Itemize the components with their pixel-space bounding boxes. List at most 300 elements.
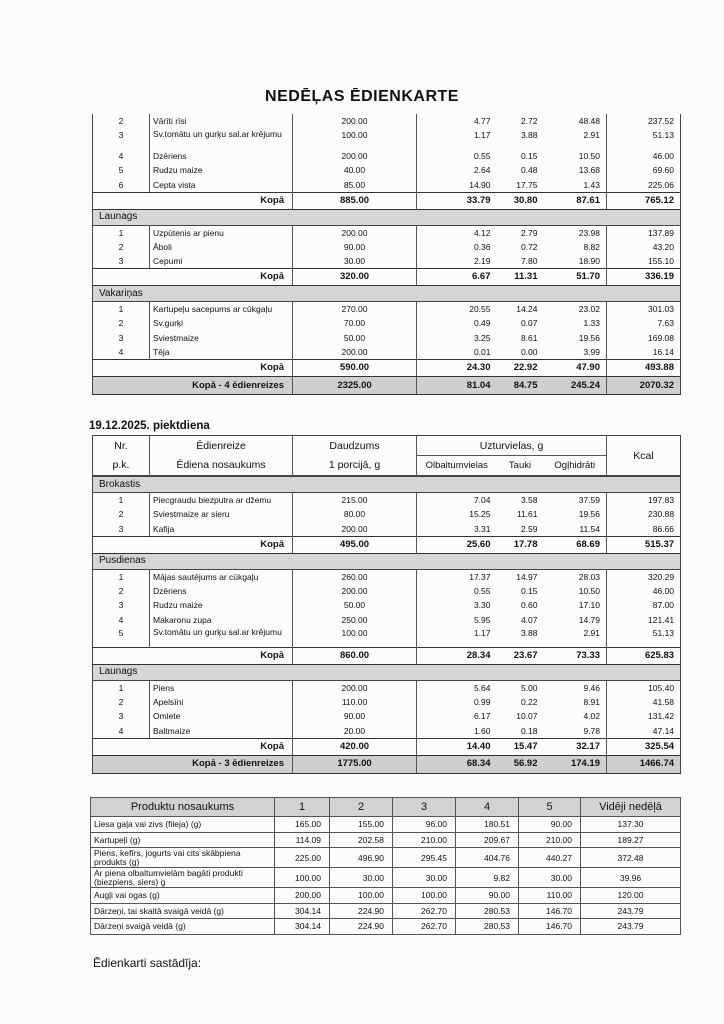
dish-carbs: 9.46 (583, 682, 600, 693)
dish-kcal: 7.63 (607, 316, 681, 331)
table-row (93, 225, 681, 240)
product-weekly-average: 243.79 (581, 919, 681, 935)
dish-fat: 14.24 (516, 304, 538, 314)
total-kcal: 1466.74 (607, 755, 681, 773)
total-kcal: 493.88 (607, 360, 681, 377)
dish-protein: 1.17 (417, 129, 497, 149)
row-number: 3 (118, 523, 124, 534)
product-weekly-average: 39.96 (581, 868, 681, 888)
table-row (93, 316, 681, 331)
product-day-value: 224.90 (330, 903, 393, 919)
meal-header-row (93, 553, 681, 569)
dish-name: Omlete (150, 709, 293, 724)
product-row (91, 903, 681, 919)
table-row (93, 695, 681, 710)
row-number: 2 (118, 318, 124, 329)
product-day-value: 200.00 (275, 888, 330, 904)
dish-carbs: 3.99 (583, 347, 600, 357)
total-kcal: 2070.32 (607, 377, 681, 395)
total-label: Kopā (93, 536, 293, 553)
total-row (93, 647, 681, 664)
table-row (93, 240, 681, 255)
product-day-value: 155.00 (330, 817, 393, 833)
product-name: Ar piena olbaltumvielām bagāti produkti (biezpiens, siers) g (91, 868, 275, 888)
total-quantity: 2325.00 (293, 377, 417, 395)
dish-kcal: 69.60 (607, 163, 681, 178)
products-header-cell: Produktu nosaukums (91, 798, 275, 817)
dish-fat: 4.07 (520, 614, 538, 625)
dish-name: Makaronu zupa (150, 613, 293, 628)
meal-label: Pusdienas (93, 553, 681, 569)
products-header-cell: 5 (519, 798, 581, 817)
row-number: 3 (118, 129, 124, 140)
dish-name: Sv.tomātu un gurķu sal.ar krējumu (150, 129, 293, 149)
dish-quantity: 90.00 (293, 240, 417, 255)
product-day-value: 30.00 (330, 868, 393, 888)
products-header-cell: 4 (456, 798, 519, 817)
product-day-value: 146.70 (519, 919, 581, 935)
dish-kcal: 16.14 (607, 345, 681, 360)
dish-kcal: 51.13 (607, 129, 681, 149)
total-kcal: 765.12 (607, 192, 681, 209)
total-kcal: 515.37 (607, 536, 681, 553)
dish-protein: 5.95 (417, 613, 497, 628)
total-quantity: 885.00 (293, 192, 417, 209)
product-name: Kartupeļi (g) (91, 832, 275, 848)
product-day-value: 90.00 (456, 888, 519, 904)
dish-protein: 0.99 (417, 695, 497, 710)
dish-quantity: 40.00 (293, 163, 417, 178)
dish-name: Piens (150, 680, 293, 695)
dish-carbs: 19.56 (578, 509, 600, 520)
row-number: 2 (118, 585, 124, 596)
header-edienreize: Ēdienreize (150, 436, 293, 456)
header-kcal: Kcal (607, 436, 681, 476)
row-number: 5 (118, 628, 124, 638)
table-row (93, 598, 681, 613)
dish-protein: 14.90 (417, 178, 497, 193)
header-olbaltumvielas: Olbaltumvielas (417, 456, 497, 476)
header-pk: p.k. (112, 459, 130, 472)
dish-carbs: 19.56 (578, 332, 600, 343)
dish-carbs: 2.91 (583, 129, 600, 140)
product-day-value: 304.14 (275, 919, 330, 935)
dish-quantity: 20.00 (293, 724, 417, 739)
dish-quantity: 85.00 (293, 178, 417, 193)
table-row (93, 254, 681, 269)
total-fat: 17.78 (497, 536, 544, 553)
row-number: 5 (118, 165, 124, 176)
dish-kcal: 51.13 (607, 627, 681, 647)
row-number: 1 (118, 304, 124, 314)
total-label: Kopā (93, 269, 293, 286)
row-number: 1 (118, 495, 124, 505)
dish-name: Rudzu maize (150, 163, 293, 178)
dish-fat: 8.61 (520, 332, 538, 343)
header-nosaukums: Ēdiena nosaukums (150, 456, 293, 476)
total-row (93, 738, 681, 755)
dish-name: Sviestmaize ar sieru (150, 507, 293, 522)
dish-name: Cepta vista (150, 178, 293, 193)
dish-protein: 2.19 (417, 254, 497, 269)
row-number: 3 (118, 332, 124, 343)
row-number: 4 (118, 725, 124, 736)
dish-name: Āboli (150, 240, 293, 255)
product-name: Augļi vai ogas (g) (91, 888, 275, 904)
product-day-value: 30.00 (393, 868, 456, 888)
dish-kcal: 105.40 (607, 680, 681, 695)
row-number: 4 (118, 614, 124, 625)
total-fat: 30.80 (497, 192, 544, 209)
total-protein: 24.30 (417, 360, 497, 377)
row-number: 2 (118, 509, 124, 520)
dish-protein: 4.12 (417, 225, 497, 240)
total-fat: 22.92 (497, 360, 544, 377)
dish-protein: 15.25 (417, 507, 497, 522)
product-day-value: 30.00 (519, 868, 581, 888)
dish-carbs: 8.82 (583, 241, 600, 252)
product-day-value: 210.00 (519, 832, 581, 848)
product-day-value: 90.00 (519, 817, 581, 833)
dish-kcal: 169.08 (607, 331, 681, 346)
row-number: 6 (118, 179, 124, 190)
table-row (93, 522, 681, 537)
product-name: Liesa gaļa vai zivs (fileja) (g) (91, 817, 275, 833)
dish-fat: 0.18 (520, 725, 538, 736)
dish-quantity: 200.00 (293, 522, 417, 537)
dish-quantity: 100.00 (293, 129, 417, 149)
product-name: Dārzeņi svaigā veidā (g) (91, 919, 275, 935)
total-carbs: 47.90 (544, 360, 607, 377)
products-table (90, 797, 681, 935)
dish-fat: 2.72 (520, 116, 538, 127)
dish-quantity: 270.00 (293, 302, 417, 317)
dish-protein: 3.31 (417, 522, 497, 537)
row-number: 2 (118, 696, 124, 707)
meal-label: Launags (93, 664, 681, 680)
product-weekly-average: 189.27 (581, 832, 681, 848)
dish-kcal: 87.00 (607, 598, 681, 613)
menu-table-friday (92, 476, 681, 774)
dish-protein: 5.64 (417, 680, 497, 695)
product-day-value: 225.00 (275, 848, 330, 868)
meal-label: Launags (93, 209, 681, 225)
product-day-value: 9.82 (456, 868, 519, 888)
table-row (93, 302, 681, 317)
dish-quantity: 50.00 (293, 598, 417, 613)
dish-protein: 17.37 (417, 569, 497, 584)
dish-quantity: 215.00 (293, 493, 417, 508)
row-number: 1 (118, 682, 124, 693)
dish-protein: 20.55 (417, 302, 497, 317)
dish-name: Dzēriens (150, 584, 293, 599)
dish-name: Apelsīni (150, 695, 293, 710)
row-number: 3 (118, 256, 124, 266)
dish-fat: 0.48 (520, 165, 538, 176)
table-row (93, 724, 681, 739)
dish-carbs: 10.50 (578, 150, 600, 161)
product-day-value: 100.00 (393, 888, 456, 904)
row-number: 2 (118, 116, 124, 127)
total-label: Kopā (93, 360, 293, 377)
table-row (93, 680, 681, 695)
total-quantity: 590.00 (293, 360, 417, 377)
dish-carbs: 1.43 (583, 179, 600, 190)
product-name: Dārzeņi, tai skaitā svaigā veidā (g) (91, 903, 275, 919)
dish-carbs: 18.90 (578, 256, 600, 266)
product-day-value: 280.53 (456, 919, 519, 935)
dish-carbs: 14.79 (578, 614, 600, 625)
dish-carbs: 48.48 (578, 116, 600, 127)
table-row (93, 709, 681, 724)
dish-fat: 17.75 (516, 179, 538, 190)
footer-compiled-by: Ēdienkarti sastādīja: (93, 956, 202, 970)
table-row (93, 178, 681, 193)
total-fat: 84.75 (497, 377, 544, 395)
menu-header (92, 435, 681, 476)
grand-total-row (93, 377, 681, 395)
dish-kcal: 131.42 (607, 709, 681, 724)
row-number: 1 (118, 571, 124, 582)
dish-quantity: 250.00 (293, 613, 417, 628)
product-day-value: 440.27 (519, 848, 581, 868)
total-carbs: 32.17 (544, 738, 607, 755)
dish-fat: 0.00 (520, 347, 538, 357)
dish-kcal: 155.10 (607, 254, 681, 269)
dish-carbs: 28.03 (578, 571, 600, 582)
dish-quantity: 200.00 (293, 680, 417, 695)
dish-protein: 7.04 (417, 493, 497, 508)
dish-carbs: 23.98 (578, 227, 600, 238)
dish-quantity: 200.00 (293, 584, 417, 599)
dish-protein: 1.17 (417, 627, 497, 647)
dish-carbs: 37.59 (578, 495, 600, 505)
total-quantity: 320.00 (293, 269, 417, 286)
products-header-cell: 2 (330, 798, 393, 817)
table-row (93, 569, 681, 584)
table-row (93, 613, 681, 628)
dish-kcal: 41.58 (607, 695, 681, 710)
table-row (93, 129, 681, 149)
total-fat: 23.67 (497, 647, 544, 664)
dish-name: Rudzu maize (150, 598, 293, 613)
day-date: 19.12.2025. piektdiena (89, 420, 210, 432)
dish-kcal: 137.89 (607, 225, 681, 240)
dish-kcal: 86.66 (607, 522, 681, 537)
total-label: Kopā - 4 ēdienreizes (93, 377, 293, 395)
product-row (91, 919, 681, 935)
dish-protein: 0.55 (417, 149, 497, 164)
dish-name: Sviestmaize (150, 331, 293, 346)
dish-fat: 5.00 (520, 682, 538, 693)
dish-name: Piecgraudu biezputra ar džemu (150, 493, 293, 508)
dish-kcal: 301.03 (607, 302, 681, 317)
total-protein: 6.67 (417, 269, 497, 286)
header-uzturvielas: Uzturvielas, g (417, 436, 607, 456)
dish-fat: 0.07 (520, 318, 538, 329)
total-quantity: 860.00 (293, 647, 417, 664)
dish-protein: 0.01 (417, 345, 497, 360)
product-row (91, 868, 681, 888)
table-row (93, 149, 681, 164)
row-number: 4 (118, 347, 124, 357)
dish-quantity: 200.00 (293, 225, 417, 240)
row-number: 4 (118, 150, 124, 161)
table-row (93, 163, 681, 178)
dish-fat: 14.97 (516, 571, 538, 582)
dish-name: Cepumi (150, 254, 293, 269)
total-protein: 14.40 (417, 738, 497, 755)
dish-name: Tēja (150, 345, 293, 360)
total-fat: 15.47 (497, 738, 544, 755)
dish-kcal: 230.88 (607, 507, 681, 522)
dish-kcal: 320.29 (607, 569, 681, 584)
products-header-cell: Vidēji nedēļā (581, 798, 681, 817)
dish-kcal: 46.00 (607, 584, 681, 599)
product-day-value: 180.51 (456, 817, 519, 833)
table-row (93, 627, 681, 647)
table-row (93, 114, 681, 129)
dish-quantity: 200.00 (293, 114, 417, 129)
dish-fat: 10.07 (516, 711, 538, 722)
total-quantity: 1775.00 (293, 755, 417, 773)
dish-kcal: 46.00 (607, 149, 681, 164)
total-protein: 28.34 (417, 647, 497, 664)
total-label: Kopā (93, 738, 293, 755)
dish-carbs: 2.91 (583, 628, 600, 638)
header-porcija: 1 porcijā, g (293, 456, 417, 476)
product-day-value: 110.00 (519, 888, 581, 904)
dish-name: Sv.tomātu un gurķu sal.ar krējumu (150, 627, 293, 647)
total-protein: 33.79 (417, 192, 497, 209)
dish-fat: 0.15 (520, 150, 538, 161)
dish-protein: 3.25 (417, 331, 497, 346)
product-day-value: 96.00 (393, 817, 456, 833)
header-daudzums: Daudzums (293, 436, 417, 456)
dish-fat: 2.79 (520, 227, 538, 238)
dish-protein: 2.64 (417, 163, 497, 178)
dish-carbs: 10.50 (578, 585, 600, 596)
total-carbs: 68.69 (544, 536, 607, 553)
product-day-value: 262.70 (393, 903, 456, 919)
dish-carbs: 23.02 (578, 304, 600, 314)
dish-name: Sv.gurķi (150, 316, 293, 331)
dish-name: Kafija (150, 522, 293, 537)
total-protein: 68.34 (417, 755, 497, 773)
dish-quantity: 260.00 (293, 569, 417, 584)
total-carbs: 174.19 (544, 755, 607, 773)
dish-protein: 4.77 (417, 114, 497, 129)
product-day-value: 280.53 (456, 903, 519, 919)
product-weekly-average: 243.79 (581, 903, 681, 919)
meal-header-row (93, 664, 681, 680)
dish-fat: 3.58 (520, 495, 538, 505)
dish-name: Mājas sautējums ar cūkgaļu (150, 569, 293, 584)
product-day-value: 100.00 (275, 868, 330, 888)
dish-carbs: 1.33 (583, 318, 600, 329)
dish-name: Vārīti rīsi (150, 114, 293, 129)
product-day-value: 295.45 (393, 848, 456, 868)
product-day-value: 209.67 (456, 832, 519, 848)
table-row (93, 345, 681, 360)
total-row (93, 192, 681, 209)
table-row (93, 507, 681, 522)
total-fat: 56.92 (497, 755, 544, 773)
menu-table-previous-day (92, 114, 681, 395)
products-header-cell: 3 (393, 798, 456, 817)
dish-quantity: 90.00 (293, 709, 417, 724)
dish-kcal: 47.14 (607, 724, 681, 739)
product-day-value: 262.70 (393, 919, 456, 935)
dish-fat: 7.80 (520, 256, 538, 266)
dish-protein: 6.17 (417, 709, 497, 724)
total-quantity: 495.00 (293, 536, 417, 553)
row-number: 1 (118, 227, 124, 238)
table-row (93, 584, 681, 599)
total-protein: 25.60 (417, 536, 497, 553)
header-tauki: Tauki (508, 459, 532, 471)
dish-fat: 3.88 (520, 628, 538, 638)
total-carbs: 73.33 (544, 647, 607, 664)
product-day-value: 100.00 (330, 888, 393, 904)
product-day-value: 202.58 (330, 832, 393, 848)
dish-kcal: 225.06 (607, 178, 681, 193)
products-header-row (91, 798, 681, 817)
product-day-value: 210.00 (393, 832, 456, 848)
meal-label: Vakariņas (93, 286, 681, 302)
dish-protein: 0.36 (417, 240, 497, 255)
dish-quantity: 70.00 (293, 316, 417, 331)
dish-protein: 1.60 (417, 724, 497, 739)
row-number: 3 (118, 711, 124, 722)
total-label: Kopā (93, 192, 293, 209)
dish-name: Baltmaize (150, 724, 293, 739)
product-day-value: 304.14 (275, 903, 330, 919)
product-weekly-average: 372.48 (581, 848, 681, 868)
product-day-value: 496.90 (330, 848, 393, 868)
header-nr: Nr. (114, 439, 128, 452)
total-kcal: 325.54 (607, 738, 681, 755)
total-quantity: 420.00 (293, 738, 417, 755)
dish-kcal: 121.41 (607, 613, 681, 628)
product-row (91, 888, 681, 904)
dish-carbs: 4.02 (583, 711, 600, 722)
total-row (93, 269, 681, 286)
total-row (93, 360, 681, 377)
product-day-value: 114.09 (275, 832, 330, 848)
dish-quantity: 50.00 (293, 331, 417, 346)
dish-fat: 2.59 (520, 523, 538, 534)
row-number: 2 (118, 241, 124, 252)
total-fat: 11.31 (497, 269, 544, 286)
products-header-cell: 1 (275, 798, 330, 817)
product-row (91, 832, 681, 848)
product-weekly-average: 137.30 (581, 817, 681, 833)
dish-carbs: 17.10 (578, 600, 600, 611)
dish-name: Uzpūtenis ar pienu (150, 225, 293, 240)
total-carbs: 245.24 (544, 377, 607, 395)
dish-fat: 0.60 (520, 600, 538, 611)
page-title: NEDĒĻAS ĒDIENKARTE (265, 88, 459, 105)
product-row (91, 817, 681, 833)
total-kcal: 625.83 (607, 647, 681, 664)
meal-header-row (93, 286, 681, 302)
dish-carbs: 8.91 (583, 696, 600, 707)
product-name: Piens, kefīrs, jogurts vai cits skābpiena produkts (g) (91, 848, 275, 868)
dish-protein: 3.30 (417, 598, 497, 613)
dish-quantity: 200.00 (293, 149, 417, 164)
meal-header-row (93, 477, 681, 493)
